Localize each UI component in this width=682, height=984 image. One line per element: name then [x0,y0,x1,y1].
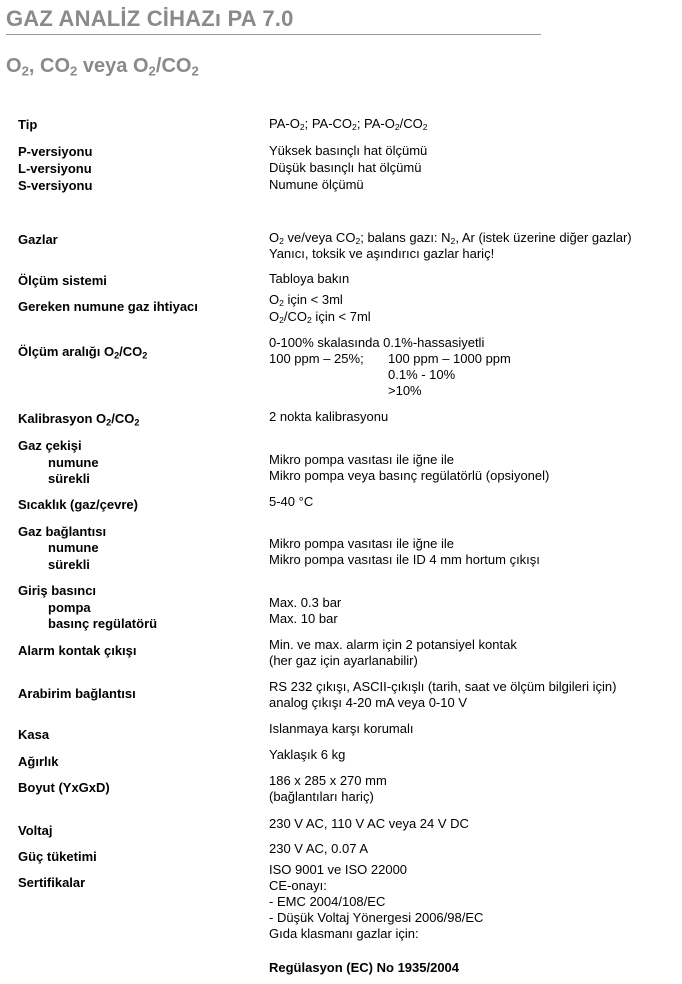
page-title: GAZ ANALİZ CİHAZı PA 7.0 [6,6,294,31]
spec-label-olcum-sistemi: Ölçüm sistemi [18,273,107,288]
spec-value-guc: 230 V AC, 0.07 A [269,841,369,856]
spec-label-giris-regulator: basınç regülatörü [48,616,158,631]
subtitle-part: /CO [155,55,192,77]
subtitle-part: O [6,55,22,77]
subscript: 2 [148,63,156,79]
spec-value-sert-line1: ISO 9001 ve ISO 22000 [269,862,408,877]
spec-value-s-version: Numune ölçümü [269,177,364,192]
title-divider [6,34,541,35]
spec-label-boyut: Boyut (YxGxD) [18,780,110,795]
spec-value-l-version: Düşük basınçlı hat ölçümü [269,160,422,175]
spec-label-numune-ihtiyaci: Gereken numune gaz ihtiyacı [18,299,198,314]
spec-value-sert-line3: - EMC 2004/108/EC [269,894,386,909]
value-part: ; balans gazı: N [360,230,451,245]
spec-value-gaz-cekisi-surekli: Mikro pompa veya basınç regülatörlü (opsiyonel) [269,468,550,483]
subscript: 2 [114,350,120,361]
spec-value-kalibrasyon: 2 nokta kalibrasyonu [269,409,389,424]
spec-label-agirlik: Ağırlık [18,754,59,769]
spec-value-p-version: Yüksek basınçlı hat ölçümü [269,143,428,158]
spec-value-alarm-line2: (her gaz için ayarlanabilir) [269,653,418,668]
spec-value-gazlar-line1 [269,230,632,246]
spec-value-sert-line2: CE-onayı: [269,878,327,893]
value-part: PA-O [269,116,300,131]
value-part: O [269,230,280,245]
spec-label-olcum-araligi [18,343,147,360]
subtitle-part: veya O [77,55,149,77]
subscript: 2 [142,350,148,361]
label-part: Ölçüm aralığı O [18,344,115,359]
value-part: için < 7ml [311,309,371,324]
spec-value-olcum-araligi-range-d: >10% [388,383,422,398]
spec-label-l-version: L-versiyonu [18,161,92,176]
subscript: 2 [299,122,305,133]
subscript: 2 [279,236,284,247]
label-part: /CO [111,411,135,426]
subscript: 2 [106,417,112,428]
spec-value-alarm-line1: Min. ve max. alarm için 2 potansiyel kontak [269,637,517,652]
value-part: /CO [399,116,423,131]
spec-value-olcum-sistemi: Tabloya bakın [269,271,350,286]
value-part: ve/veya CO [283,230,356,245]
spec-value-gazlar-line2: Yanıcı, toksik ve aşındırıcı gazlar hariç! [269,246,495,261]
spec-label-sicaklik: Sıcaklık (gaz/çevre) [18,497,138,512]
value-part: ; PA-CO [304,116,353,131]
page-subtitle [6,55,199,78]
spec-label-giris-pompa: pompa [48,600,91,615]
label-part: /CO [119,344,143,359]
spec-value-giris-regulator: Max. 10 bar [269,611,338,626]
subscript: 2 [307,315,312,326]
subscript: 2 [352,122,357,133]
spec-label-gaz-baglantisi-numune: numune [48,540,99,555]
spec-value-gaz-baglantisi-surekli: Mikro pompa vasıtası ile ID 4 mm hortum çıkışı [269,552,540,567]
spec-label-gaz-baglantisi-surekli: sürekli [48,557,90,572]
spec-label-gaz-cekisi-numune: numune [48,455,99,470]
value-part: /CO [283,309,308,324]
spec-value-gaz-cekisi-numune: Mikro pompa vasıtası ile iğne ile [269,452,454,467]
subscript: 2 [450,236,456,247]
spec-label-arabirim: Arabirim bağlantısı [18,686,136,701]
spec-value-kasa: Islanmaya karşı korumalı [269,721,414,736]
spec-label-kalibrasyon [18,410,139,427]
spec-value-giris-pompa: Max. 0.3 bar [269,595,342,610]
spec-label-guc: Güç tüketimi [18,849,97,864]
spec-label-p-version: P-versiyonu [18,144,93,159]
subtitle-part: , CO [28,55,71,77]
spec-label-gazlar: Gazlar [18,232,58,247]
value-part: için < 3ml [283,292,343,307]
spec-value-olcum-araligi-range-a: 100 ppm – 25%; [269,351,364,366]
spec-value-arabirim-line2: analog çıkışı 4-20 mA veya 0-10 V [269,695,467,710]
subscript: 2 [355,236,361,247]
spec-label-kasa: Kasa [18,727,50,742]
spec-value-sert-regulation: Regülasyon (EC) No 1935/2004 [269,960,460,975]
spec-value-olcum-araligi-range-b: 100 ppm – 1000 ppm [388,351,511,366]
spec-label-s-version: S-versiyonu [18,178,93,193]
spec-label-gaz-baglantisi: Gaz bağlantısı [18,524,107,539]
spec-label-giris-basinci: Giriş basıncı [18,583,97,598]
subscript: 2 [279,298,284,309]
value-part: O [269,292,280,307]
spec-value-numune-line1 [269,292,343,308]
spec-value-boyut-line1: 186 x 285 x 270 mm [269,773,387,788]
spec-value-arabirim-line1: RS 232 çıkışı, ASCII-çıkışlı (tarih, saat ve ölçüm bilgileri için) [269,679,617,694]
label-part: Kalibrasyon O [18,411,107,426]
subscript: 2 [70,63,78,79]
subscript: 2 [134,417,140,428]
spec-label-gaz-cekisi-surekli: sürekli [48,471,90,486]
spec-value-agirlik: Yaklaşık 6 kg [269,747,346,762]
subscript: 2 [21,63,29,79]
spec-label-tip: Tip [18,117,38,132]
spec-label-gaz-cekisi: Gaz çekişi [18,438,82,453]
spec-value-gaz-baglantisi-numune: Mikro pompa vasıtası ile iğne ile [269,536,454,551]
spec-value-olcum-araligi-line1: 0-100% skalasında 0.1%-hassasiyetli [269,335,485,350]
spec-value-voltaj: 230 V AC, 110 V AC veya 24 V DC [269,816,469,831]
subscript: 2 [191,63,199,79]
subscript: 2 [279,315,284,326]
spec-value-tip [269,116,428,132]
spec-label-voltaj: Voltaj [18,823,53,838]
spec-label-sertifikalar: Sertifikalar [18,875,86,890]
subscript: 2 [394,122,400,133]
spec-value-sert-line4: - Düşük Voltaj Yönergesi 2006/98/EC [269,910,484,925]
value-part: O [269,309,280,324]
spec-value-sicaklik: 5-40 °C [269,494,314,509]
spec-value-olcum-araligi-range-c: 0.1% - 10% [388,367,456,382]
subscript: 2 [422,122,428,133]
spec-value-numune-line2 [269,309,371,325]
value-part: ; PA-O [356,116,395,131]
spec-label-alarm: Alarm kontak çıkışı [18,643,137,658]
value-part: , Ar (istek üzerine diğer gazlar) [455,230,632,245]
spec-value-boyut-line2: (bağlantıları hariç) [269,789,374,804]
spec-value-sert-line5: Gıda klasmanı gazlar için: [269,926,419,941]
